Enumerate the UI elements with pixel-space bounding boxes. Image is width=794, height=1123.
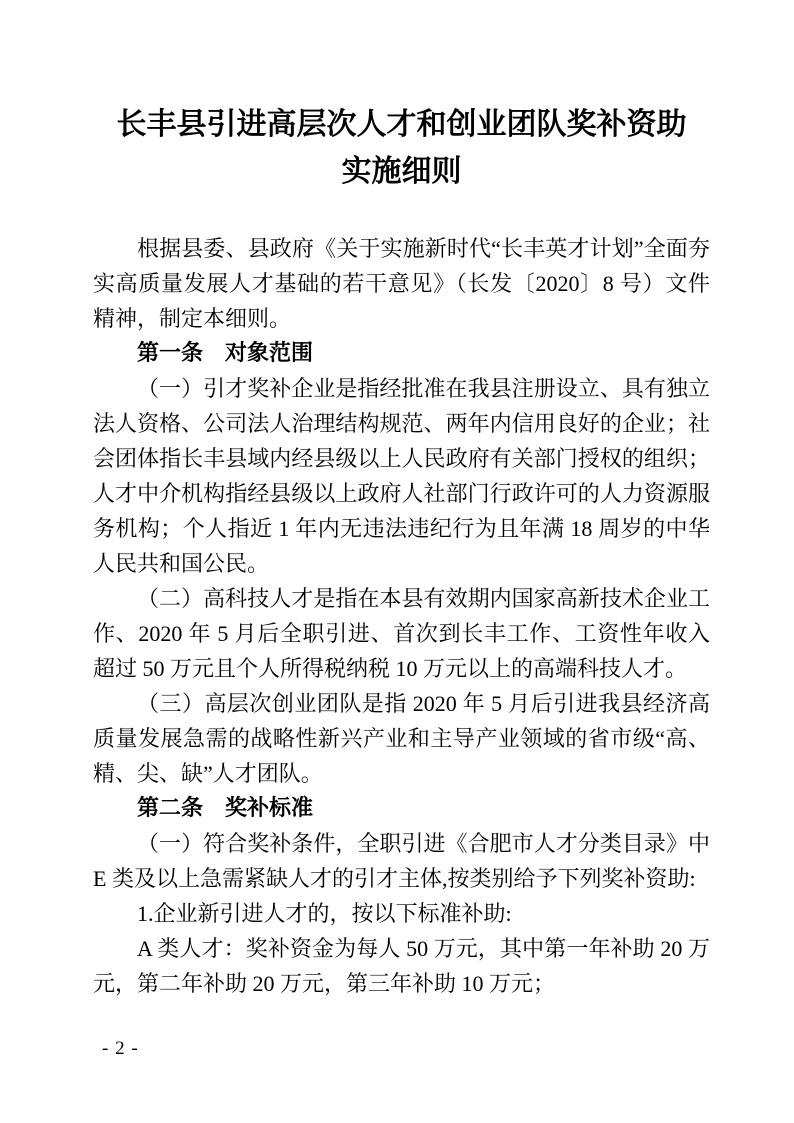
paragraph-article1-item3: （三）高层次创业团队是指 2020 年 5 月后引进我县经济高质量发展急需的战略性新兴产业和主导产业领域的省市级“高、精、尖、缺”人才团队。 [93,691,710,786]
paragraph-article2-item1-sub1: 1.企业新引进人才的，按以下标准补助: [137,901,512,926]
paragraph-article2-class-a: A 类人才：奖补资金为每人 50 万元，其中第一年补助 20 万元，第二年补助 20 万元，第三年补助 10 万元； [93,936,710,996]
section-heading-article-2: 第二条 奖补标准 [137,796,314,821]
paragraph-article2-item1: （一）符合奖补条件，全职引进《合肥市人才分类目录》中 E 类及以上急需紧缺人才的引才主体,按类别给予下列奖补资助: [93,831,710,891]
title-line-1: 长丰县引进高层次人才和创业团队奖补资助 [116,107,687,142]
page-number: - 2 - [102,1038,139,1059]
section-heading-article-1: 第一条 对象范围 [137,341,314,366]
paragraph-article1-item1: （一）引才奖补企业是指经批准在我县注册设立、具有独立法人资格、公司法人治理结构规范、两年内信用良好的企业；社会团体指长丰县域内经县级以上人民政府有关部门授权的组织；人才中介机构指经县级以上政府人社部门行政许可的人力资源服务机构；个人指近 1 年内无违法违纪行为且年满 18 周岁的中华人民共和国公民。 [93,376,710,576]
title-line-2: 实施细则 [341,154,462,189]
document-title [93,101,710,195]
document-body [93,231,710,1001]
paragraph-intro: 根据县委、县政府《关于实施新时代“长丰英才计划”全面夯实高质量发展人才基础的若干意见》（长发〔2020〕8 号）文件精神，制定本细则。 [93,236,710,331]
paragraph-article1-item2: （二）高科技人才是指在本县有效期内国家高新技术企业工作、2020 年 5 月后全职引进、首次到长丰工作、工资性年收入超过 50 万元且个人所得税纳税 10 万元以上的高端科技人才。 [93,586,710,681]
